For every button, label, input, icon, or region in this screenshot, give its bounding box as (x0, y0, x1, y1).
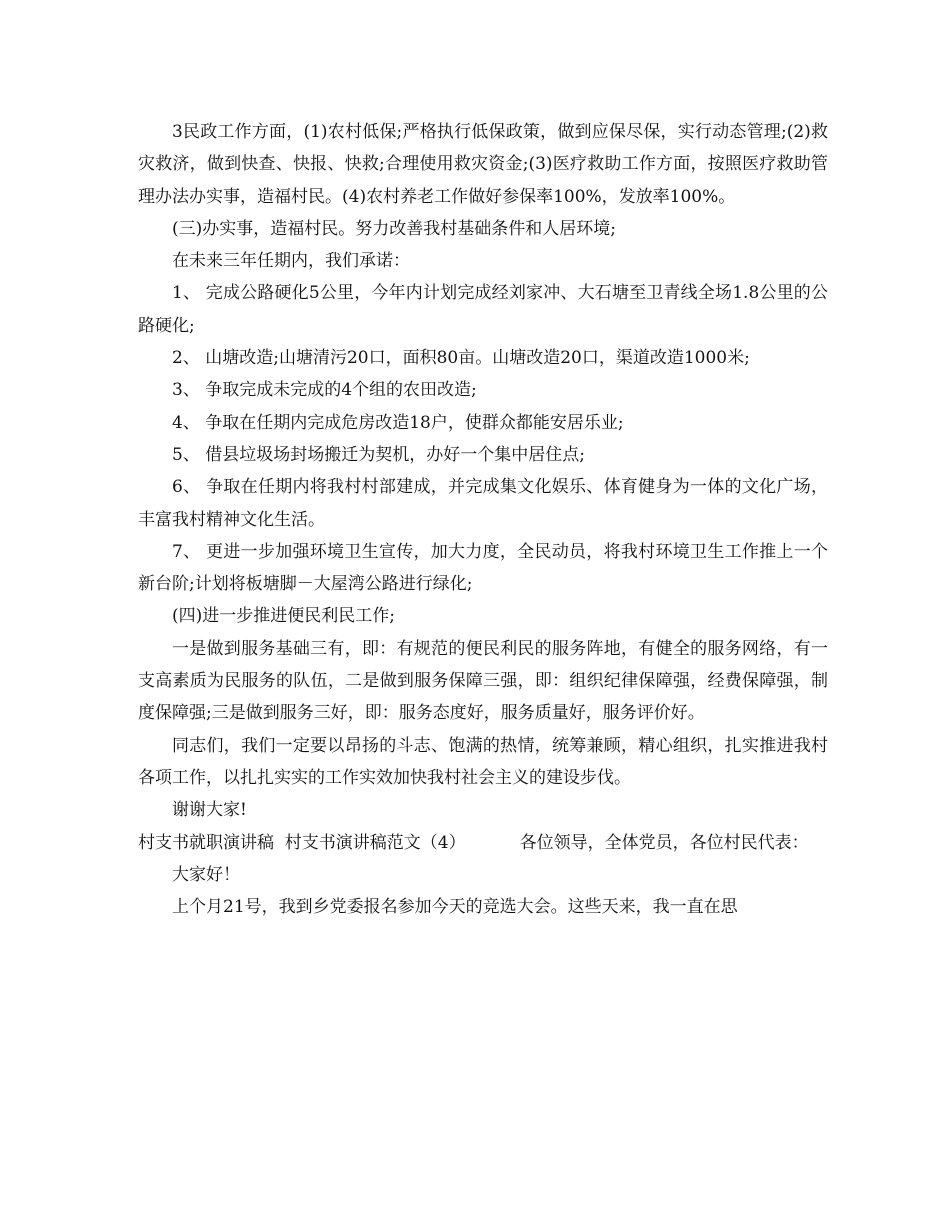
document-body (138, 116, 828, 923)
list-item-2: 2、 山塘改造;山塘清污20口，面积80亩。山塘改造20口，渠道改造1000米; (172, 348, 750, 369)
list-item-6: 6、 争取在任期内将我村村部建成，并完成集文化娱乐、体育健身为一体的文化广场，丰富我村精神文化生活。 (138, 477, 828, 530)
paragraph-last-line: 上个月21号，我到乡党委报名参加今天的竞选大会。这些天来，我一直在思 (172, 897, 738, 918)
list-item-7: 7、 更进一步加强环境卫生宣传，加大力度，全民动员，将我村环境卫生工作推上一个新台阶;计划将板塘脚－大屋湾公路进行绿化; (138, 541, 828, 595)
paragraph-civil-affairs: 3民政工作方面，(1)农村低保;严格执行低保政策，做到应保尽保，实行动态管理;(2)救灾救济，做到快查、快报、快救;合理使用救灾资金;(3)医疗救助工作方面，按照医疗救助管理办法办实事，造福村民。(4)农村养老工作做好参保率100%，发放率100%。 (138, 122, 828, 207)
list-item-1: 1、 完成公路硬化5公里，今年内计划完成经刘家冲、大石塘至卫青线全场1.8公里的公路硬化; (138, 283, 828, 336)
list-item-5: 5、 借县垃圾场封场搬迁为契机，办好一个集中居住点; (172, 444, 585, 465)
paragraph-section-four-heading: (四)进一步推进便民利民工作; (172, 606, 395, 627)
paragraph-thanks: 谢谢大家! (172, 800, 247, 821)
paragraph-greeting: 大家好！ (172, 864, 240, 885)
list-item-4: 4、 争取在任期内完成危房改造18户，使群众都能安居乐业; (172, 412, 624, 433)
list-item-3: 3、 争取完成未完成的4个组的农田改造; (172, 380, 477, 401)
paragraph-service-three: 一是做到服务基础三有，即：有规范的便民利民的服务阵地，有健全的服务网络，有一支高素质为民服务的队伍，二是做到服务保障三强，即：组织纪律保障强，经费保障强，制度保障强;三是做到服务三好，即：服务态度好，服务质量好，服务评价好。 (138, 638, 828, 724)
paragraph-closing-call: 同志们，我们一定要以昂扬的斗志、饱满的热情，统筹兼顾，精心组织，扎实推进我村各项工作，以扎扎实实的工作实效加快我村社会主义的建设步伐。 (138, 735, 828, 788)
paragraph-section-three-heading: (三)办实事，造福村民。努力改善我村基础条件和人居环境; (172, 218, 616, 239)
paragraph-new-speech-title: 村支书就职演讲稿 村支书演讲稿范文（4） 各位领导，全体党员，各位村民代表： (138, 832, 809, 853)
paragraph-promise-intro: 在未来三年任期内，我们承诺： (172, 251, 410, 272)
